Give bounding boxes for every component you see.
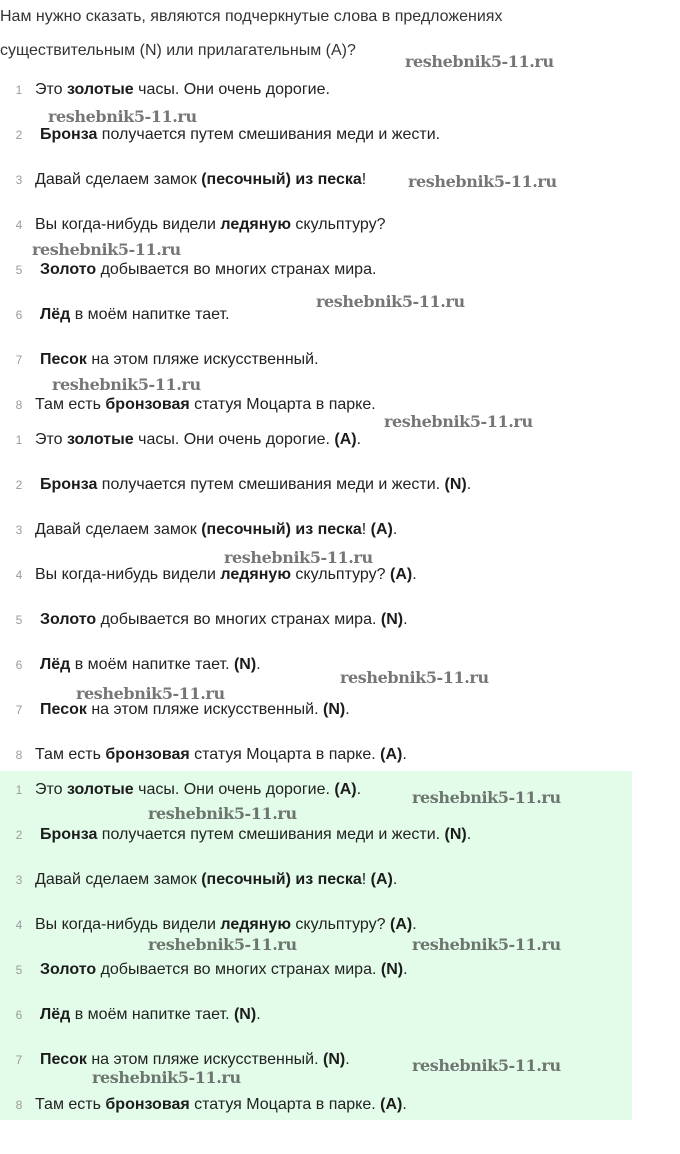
item-number: 3 [15,523,23,537]
sentence: Это золотые часы. Они очень дорогие. (A). [35,781,362,798]
item-number: 7 [15,703,23,717]
item-number: 7 [15,353,23,367]
watermark: reshebnik5-11.ru [224,548,373,567]
sentence: Песок на этом пляже искусственный. (N). [40,701,350,718]
sentence: Вы когда-нибудь видели ледяную скульптуру? [35,216,386,233]
task-intro [0,0,660,68]
item-number: 1 [15,783,23,797]
sentence: Вы когда-нибудь видели ледяную скульптуру? (A). [35,566,417,583]
answer-item [0,519,632,541]
sentence: Золото добывается во многих странах мира. [40,261,377,278]
watermark: reshebnik5-11.ru [32,240,181,259]
watermark: reshebnik5-11.ru [148,804,297,823]
sentence: Там есть бронзовая статуя Моцарта в парке. (A). [35,1096,407,1113]
item-number: 5 [15,963,23,977]
watermark: reshebnik5-11.ru [412,1056,561,1075]
sentence: Золото добывается во многих странах мира. (N). [40,961,408,978]
answer-item [0,609,632,631]
item-number: 6 [15,658,23,672]
sentence: Это золотые часы. Они очень дорогие. (A). [35,431,362,448]
question-item [0,394,632,416]
watermark: reshebnik5-11.ru [412,935,561,954]
sentence: Песок на этом пляже искусственный. (N). [40,1051,350,1068]
answer-item [0,824,632,846]
question-item [0,259,632,281]
task-intro-line-1: Нам нужно сказать, являются подчеркнутые слова в предложениях [0,8,503,25]
watermark: reshebnik5-11.ru [52,375,201,394]
sentence: Песок на этом пляже искусственный. [40,351,319,368]
item-number: 4 [15,918,23,932]
sentence: Золото добывается во многих странах мира. (N). [40,611,408,628]
item-number: 2 [15,128,23,142]
item-number: 4 [15,218,23,232]
watermark: reshebnik5-11.ru [384,412,533,431]
sentence: Давай сделаем замок (песочный) из песка! [35,171,367,188]
watermark: reshebnik5-11.ru [340,668,489,687]
sentence: Вы когда-нибудь видели ледяную скульптуру? (A). [35,916,417,933]
watermark: reshebnik5-11.ru [92,1068,241,1087]
answer-item [0,429,632,451]
item-number: 2 [15,828,23,842]
watermark: reshebnik5-11.ru [316,292,465,311]
sentence: Давай сделаем замок (песочный) из песка! (A). [35,521,398,538]
task-intro-line-2: существительным (N) или прилагательным (A)? [0,42,356,59]
sentence: Бронза получается путем смешивания меди и жести. (N). [40,826,472,843]
sentence: Лёд в моём напитке тает. [40,306,230,323]
item-number: 3 [15,873,23,887]
item-number: 5 [15,263,23,277]
sentence: Там есть бронзовая статуя Моцарта в парке. [35,396,376,413]
question-item [0,214,632,236]
watermark: reshebnik5-11.ru [408,172,557,191]
sentence: Давай сделаем замок (песочный) из песка! (A). [35,871,398,888]
answer-item [0,564,632,586]
answer-item [0,959,632,981]
item-number: 8 [15,1098,23,1112]
answer-item [0,869,632,891]
sentence: Бронза получается путем смешивания меди и жести. [40,126,441,143]
question-item [0,349,632,371]
sentence: Лёд в моём напитке тает. (N). [40,1006,261,1023]
question-item [0,124,632,146]
item-number: 4 [15,568,23,582]
answer-item [0,474,632,496]
watermark: reshebnik5-11.ru [405,52,554,71]
item-number: 1 [15,83,23,97]
answer-item [0,654,632,676]
item-number: 3 [15,173,23,187]
answer-item [0,914,632,936]
item-number: 6 [15,308,23,322]
watermark: reshebnik5-11.ru [148,935,297,954]
question-item [0,79,632,101]
answer-item [0,744,632,766]
sentence: Лёд в моём напитке тает. (N). [40,656,261,673]
item-number: 8 [15,398,23,412]
item-number: 8 [15,748,23,762]
sentence: Там есть бронзовая статуя Моцарта в парке. (A). [35,746,407,763]
watermark: reshebnik5-11.ru [412,788,561,807]
item-number: 5 [15,613,23,627]
item-number: 7 [15,1053,23,1067]
sentence: Это золотые часы. Они очень дорогие. [35,81,330,98]
answer-item [0,1004,632,1026]
watermark: reshebnik5-11.ru [76,684,225,703]
item-number: 6 [15,1008,23,1022]
watermark: reshebnik5-11.ru [48,107,197,126]
sentence: Бронза получается путем смешивания меди и жести. (N). [40,476,472,493]
item-number: 2 [15,478,23,492]
answer-item [0,1094,632,1116]
item-number: 1 [15,433,23,447]
